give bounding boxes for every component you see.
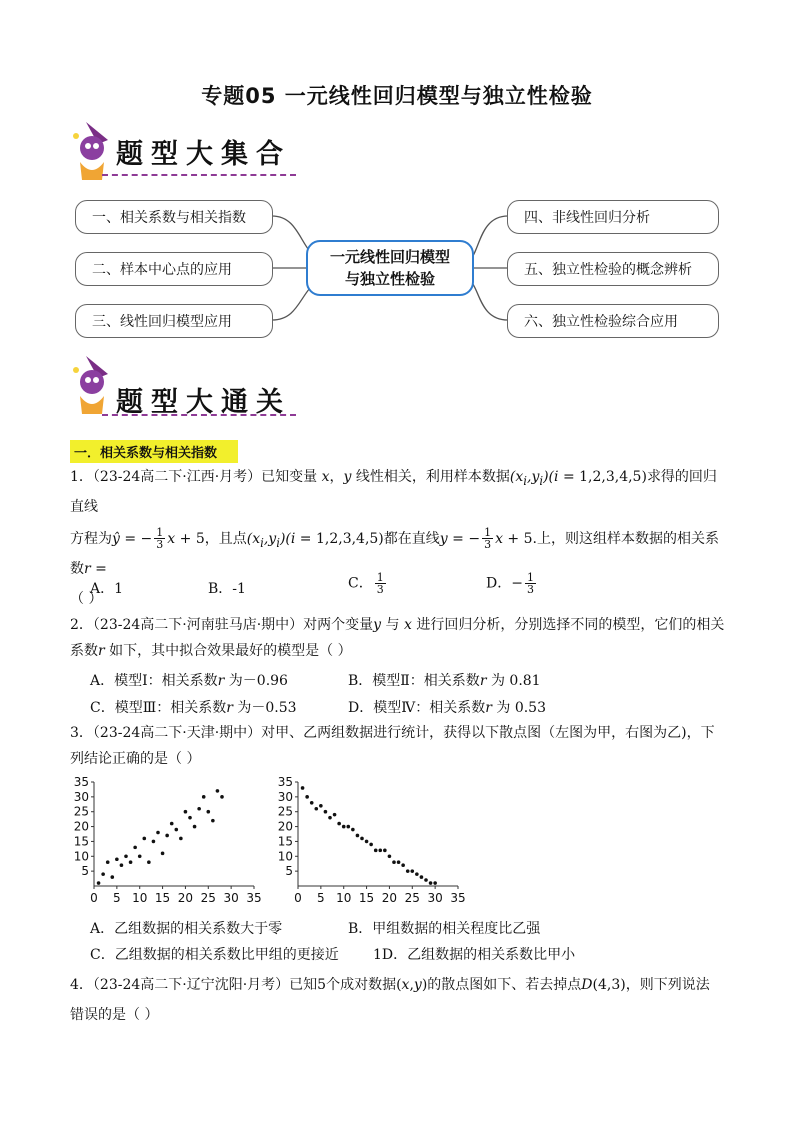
q2-option-c[interactable]: C．模型Ⅲ：相关系数r 为－0.53 [90,700,297,716]
scatter-point [378,849,382,853]
x-tick-label: 25 [200,891,216,905]
scatter-point [328,816,332,820]
scatter-point [133,846,137,850]
q1-option-d[interactable]: D．− $\frac{1}{3}$ [486,571,534,596]
x-tick-label: 10 [336,891,352,905]
mindmap-topic-6: 六、独立性检验综合应用 [507,304,719,338]
x-tick-label: 30 [427,891,443,905]
scatter-point [305,795,309,799]
scatter-point [142,837,146,841]
scatter-point [420,875,424,879]
mindmap-topic-4: 四、非线性回归分析 [507,200,719,234]
y-tick-label: 20 [73,819,89,834]
x-tick-label: 0 [294,891,302,905]
x-tick-label: 30 [223,891,239,905]
question-4: 4．（23-24高二下·辽宁沈阳·月考）已知5个成对数据(x,y)的散点图如下、若去掉点D(4,3)，则下列说法 错误的是（ ） [70,977,710,1023]
scatter-point [424,878,428,882]
scatter-point [97,881,101,885]
scatter-point [101,872,105,876]
scatter-point [152,840,156,844]
q2-option-b[interactable]: B．模型Ⅱ：相关系数r 为 0.81 [348,673,541,689]
y-tick-label: 15 [73,834,89,849]
q3-option-b[interactable]: B．甲组数据的相关程度比乙强 [348,921,541,937]
scatter-point [369,843,373,847]
banner-underline [102,174,296,176]
q1-line1: 1．（23-24高二下·江西·月考）已知变量 x，y 线性相关，利用样本数据$(x_i,y_i)(i = 1,2,3,4,5)$求得的回归直线 [70,469,717,515]
x-tick-label: 25 [404,891,420,905]
y-tick-label: 20 [277,819,293,834]
scatter-point [319,804,323,808]
scatter-point [333,813,337,817]
scatter-point [415,872,419,876]
scatter-point [211,819,215,823]
q1-line2: 方程为ŷ = − $\frac{1}{3}$ x + 5，且点$(x_i,y_i)(i = 1,2,3,4,5)$都在直线y = − $\frac{1}{3}$ x + 5.上，则这组样本数据的相关系数r = [70,526,719,577]
scatter-point [301,786,305,790]
y-tick-label: 30 [277,789,293,804]
scatter-point [206,810,210,814]
mindmap-center [306,240,474,296]
scatter-point [120,863,124,867]
x-tick-label: 35 [450,891,466,905]
q2-option-d[interactable]: D．模型Ⅳ：相关系数r 为 0.53 [348,700,546,716]
q1-option-b[interactable]: B．-1 [208,581,246,597]
question-1 [70,464,730,612]
scatter-point [138,854,142,858]
scatter-point [179,837,183,841]
x-tick-label: 20 [177,891,194,905]
y-tick-label: 15 [277,834,293,849]
y-tick-label: 25 [277,804,293,819]
scatter-point [129,860,133,864]
scatter-chart-jia [66,776,262,906]
banner-question-types [68,118,298,184]
scatter-point [392,860,396,864]
scatter-point [365,840,369,844]
scatter-point [147,860,151,864]
scatter-point [156,831,160,835]
x-tick-label: 10 [132,891,148,905]
scatter-point [170,822,174,826]
scatter-chart-yi [270,776,466,906]
y-tick-label: 5 [285,864,293,879]
scatter-point [220,795,224,799]
section-heading: 一．相关系数与相关指数 [70,440,238,463]
scatter-point [115,857,119,861]
x-tick-label: 5 [113,891,121,905]
scatter-point [202,795,206,799]
x-tick-label: 5 [317,891,325,905]
question-3: 3．（23-24高二下·天津·期中）对甲、乙两组数据进行统计，获得以下散点图（左图为甲，右图为乙)，下 列结论正确的是（ ） [70,725,715,767]
scatter-point [397,860,401,864]
scatter-point [342,825,346,829]
mindmap-center-line1: 一元线性回归模型 [329,248,450,266]
x-tick-label: 15 [154,891,171,905]
y-tick-label: 35 [73,776,89,789]
x-tick-label: 15 [358,891,375,905]
y-tick-label: 10 [73,849,89,864]
scatter-point [106,860,110,864]
mindmap-topic-2: 二、样本中心点的应用 [75,252,273,286]
q3-option-d[interactable]: 1D．乙组数据的相关系数比甲小 [373,947,576,963]
scatter-point [314,807,318,811]
scatter-point [351,828,355,832]
scatter-point [193,825,197,829]
question-2: 2．（23-24高二下·河南驻马店·期中）对两个变量y 与 x 进行回归分析，分别选择不同的模型，它们的相关 系数r 如下，其中拟合效果最好的模型是（ ） [70,617,725,659]
banner-title: 题型大通关 [116,387,291,418]
y-tick-label: 35 [277,776,293,789]
scatter-point [110,875,114,879]
q2-option-a[interactable]: A．模型Ⅰ：相关系数r 为－0.96 [90,673,288,689]
scatter-point [356,834,360,838]
scatter-point [174,828,178,832]
scatter-point [406,869,410,873]
scatter-point [165,834,169,838]
q1-option-a[interactable]: A．1 [90,581,124,597]
y-tick-label: 5 [81,864,89,879]
scatter-point [360,837,364,841]
q1-paren: （ ） [70,590,103,607]
banner-underline [102,414,296,416]
scatter-point [184,810,188,814]
mindmap-topic-3: 三、线性回归模型应用 [75,304,273,338]
scatter-point [374,849,378,853]
mindmap-center-line2: 与独立性检验 [344,270,435,288]
q3-option-c[interactable]: C．乙组数据的相关系数比甲组的更接近 [90,947,339,963]
q1-option-c[interactable]: C． $\frac{1}{3}$ [348,571,384,596]
scatter-point [401,863,405,867]
scatter-point [188,816,192,820]
scatter-point [337,822,341,826]
banner-title: 题型大集合 [116,139,291,170]
scatter-point [324,810,328,814]
scatter-point [388,854,392,858]
q3-option-a[interactable]: A．乙组数据的相关系数大于零 [90,921,283,937]
scatter-point [161,852,165,856]
scatter-point [310,801,314,805]
wizard-mascot-icon [68,352,120,418]
scatter-point [346,825,350,829]
scatter-point [216,789,220,793]
y-tick-label: 25 [73,804,89,819]
scatter-point [383,849,387,853]
mindmap-topic-1: 一、相关系数与相关指数 [75,200,273,234]
scatter-point [433,881,437,885]
scatter-point [124,854,128,858]
scatter-point [197,807,201,811]
y-tick-label: 10 [277,849,293,864]
scatter-point [410,869,414,873]
page-title: 专题05 一元线性回归模型与独立性检验 [201,84,593,108]
banner-question-drills [68,352,298,418]
x-tick-label: 35 [246,891,262,905]
x-tick-label: 20 [381,891,398,905]
x-tick-label: 0 [90,891,98,905]
y-tick-label: 30 [73,789,89,804]
mindmap-topic-5: 五、独立性检验的概念辨析 [507,252,719,286]
scatter-point [429,881,433,885]
